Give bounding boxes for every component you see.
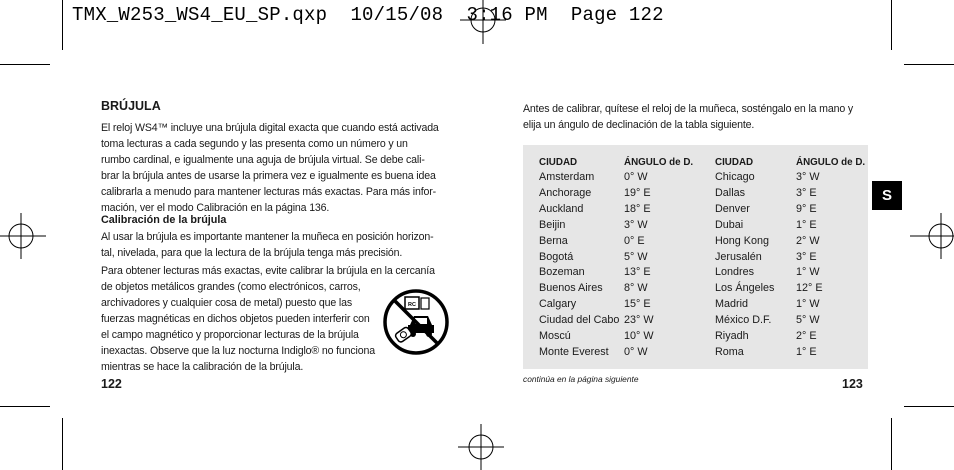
table-cell: 5° W [624, 250, 648, 263]
table-cell: 1° W [796, 266, 820, 279]
table-cell: 2° W [796, 234, 820, 247]
table-cell: Ciudad del Cabo [539, 314, 620, 327]
table-cell: 0° W [624, 171, 648, 183]
table-cell: Dallas [715, 186, 746, 199]
table-cell: 18° E [624, 202, 651, 215]
registration-mark-icon [910, 213, 954, 259]
table-header: CIUDAD [715, 157, 754, 168]
crop-mark [62, 418, 63, 470]
table-cell: 1° E [796, 218, 817, 231]
table-cell: Denver [715, 202, 750, 215]
table-cell: 15° E [624, 298, 651, 311]
subheading: Calibración de la brújula [101, 214, 227, 226]
crop-mark [0, 406, 50, 407]
crop-mark [62, 0, 63, 50]
table-cell: 13° E [624, 266, 651, 279]
no-metal-objects-icon [381, 287, 451, 357]
table-cell: Riyadh [715, 330, 749, 342]
right-intro-paragraph [523, 101, 873, 133]
text-line: elija un ángulo de declinación de la tabla siguiente. [523, 119, 755, 131]
table-cell: Dubai [715, 218, 744, 231]
crop-mark [904, 64, 954, 65]
paragraph-metal-objects [101, 279, 377, 375]
table-cell: 3° E [796, 186, 817, 199]
table-cell: Anchorage [539, 186, 592, 199]
registration-mark-icon [458, 424, 504, 470]
table-header: ÁNGULO de D. [796, 157, 866, 168]
text-line: El reloj WS4™ incluye una brújula digital exacta que cuando está activada [101, 122, 439, 134]
text-line: mación, ver el modo Calibración en la página 136. [101, 202, 330, 214]
table-cell: Chicago [715, 171, 755, 183]
crop-mark [891, 418, 892, 470]
paragraph-first-line: Para obtener lecturas más exactas, evite calibrar la brújula en la cercanía [101, 265, 435, 277]
table-cell: Amsterdam [539, 171, 595, 183]
intro-paragraph [101, 120, 453, 216]
continued-note: continúa en la página siguiente [523, 374, 639, 384]
text-line: el campo magnético y proporcionar lecturas de la brújula [101, 329, 359, 341]
table-cell: 10° W [624, 330, 654, 342]
text-line: mientras se hace la calibración de la brújula. [101, 361, 304, 373]
declination-table [523, 145, 868, 369]
table-cell: Bozeman [539, 266, 585, 279]
text-line: archivadores y cualquier cosa de metal) puesto que las [101, 297, 353, 309]
table-cell: 12° E [796, 282, 823, 295]
table-cell: México D.F. [715, 314, 772, 327]
text-line: rumbo cardinal, e igualmente una aguja de brújula virtual. Se debe cali- [101, 154, 425, 166]
table-cell: Moscú [539, 330, 571, 342]
text-line: toma lecturas a cada segundo y las presenta como un número y un [101, 138, 408, 150]
icon-screen-label: RC [408, 302, 416, 308]
text-line: Al usar la brújula es importante mantener la muñeca en posición horizon- [101, 231, 434, 243]
table-cell: 23° W [624, 314, 654, 327]
crop-mark [891, 0, 892, 50]
text-line: brar la brújula antes de usarse la primera vez e igualmente es buena idea [101, 170, 436, 182]
paragraph-level [101, 229, 453, 261]
registration-mark-icon [0, 213, 46, 259]
table-cell: 1° W [796, 298, 820, 311]
table-cell: Bogotá [539, 250, 574, 263]
text-line: de objetos metálicos grandes (como electrónicos, carros, [101, 281, 361, 293]
table-cell: 0° W [624, 345, 648, 358]
table-cell: 0° E [624, 234, 645, 247]
crop-mark [0, 64, 50, 65]
table-cell: 1° E [796, 345, 817, 358]
table-cell: Monte Everest [539, 345, 609, 358]
table-cell: 5° W [796, 314, 820, 327]
table-cell: 3° E [796, 250, 817, 263]
text-line: inexactas. Observe que la luz nocturna Indiglo® no funciona [101, 345, 375, 357]
table-cell: Calgary [539, 298, 577, 311]
section-heading: BRÚJULA [101, 99, 161, 113]
table-header: ÁNGULO de D. [624, 157, 694, 168]
page-number-left: 122 [101, 377, 122, 391]
print-slug: TMX_W253_WS4_EU_SP.qxp 10/15/08 3:16 PM Page 122 [72, 4, 664, 26]
table-cell: 19° E [624, 186, 651, 199]
table-header: CIUDAD [539, 157, 578, 168]
section-tab: S [872, 181, 902, 210]
page-number-right: 123 [842, 377, 863, 391]
text-line: tal, nivelada, para que la lectura de la brújula tenga más precisión. [101, 247, 403, 259]
text-line: calibrarla a menudo para mantener lecturas más exactas. Para más infor- [101, 186, 436, 198]
table-cell: Buenos Aires [539, 282, 603, 295]
table-cell: 8° W [624, 282, 648, 295]
table-cell: Londres [715, 266, 755, 279]
text-line: Antes de calibrar, quítese el reloj de la muñeca, sosténgalo en la mano y [523, 103, 854, 115]
table-cell: Beijin [539, 218, 566, 231]
table-cell: Madrid [715, 298, 749, 311]
table-cell: 9° E [796, 202, 817, 215]
table-cell: Jerusalén [715, 250, 762, 263]
crop-mark [904, 406, 954, 407]
table-cell: 3° W [624, 218, 648, 231]
table-cell: Roma [715, 345, 744, 358]
table-cell: 3° W [796, 171, 820, 183]
registration-mark-icon [460, 0, 506, 44]
table-cell: Los Ángeles [715, 282, 775, 295]
text-line: fuerzas magnéticas en dichos objetos pueden interferir con [101, 313, 370, 325]
table-cell: Berna [539, 234, 568, 247]
table-cell: 2° E [796, 330, 817, 342]
table-cell: Auckland [539, 202, 584, 215]
table-cell: Hong Kong [715, 234, 770, 247]
